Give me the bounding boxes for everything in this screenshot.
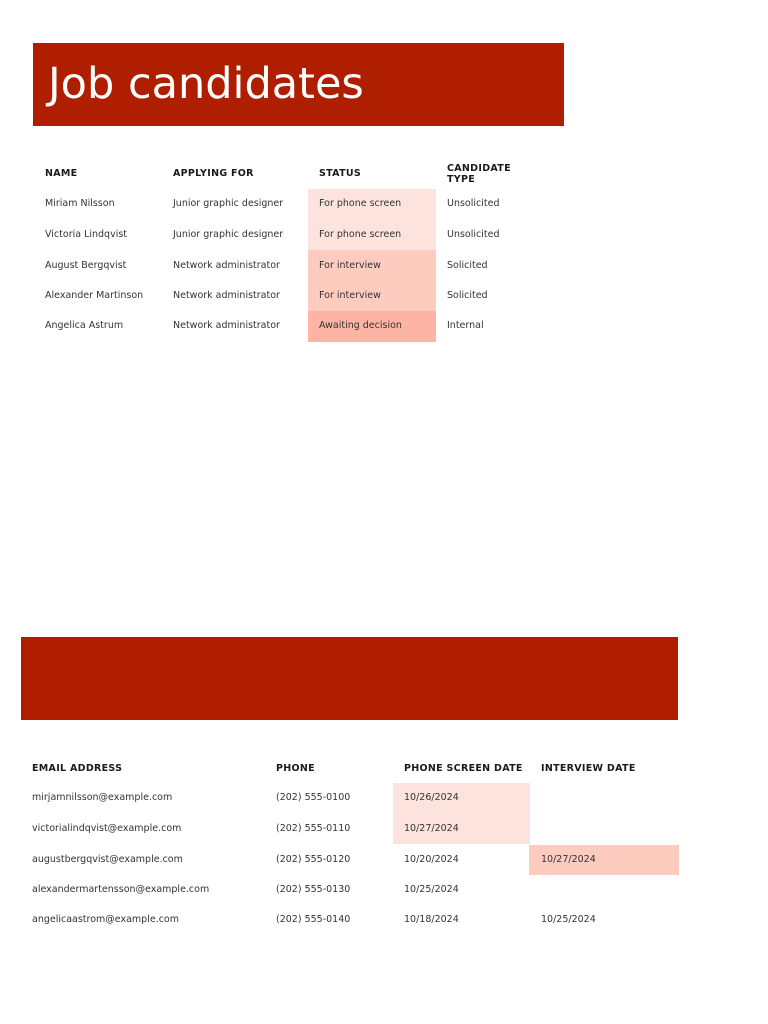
candidate-applying-for: Network administrator bbox=[173, 320, 280, 331]
candidate-name: August Bergqvist bbox=[45, 260, 127, 271]
candidate-status: Awaiting decision bbox=[319, 320, 402, 331]
contact-phone-screen-date: 10/27/2024 bbox=[404, 823, 459, 834]
header-phone-screen-date: PHONE SCREEN DATE bbox=[404, 763, 523, 774]
contact-phone: (202) 555-0140 bbox=[276, 914, 351, 925]
candidate-type: Unsolicited bbox=[447, 198, 500, 209]
candidate-type: Solicited bbox=[447, 260, 488, 271]
candidate-name: Miriam Nilsson bbox=[45, 198, 115, 209]
candidate-applying-for: Network administrator bbox=[173, 290, 280, 301]
contact-email: augustbergqvist@example.com bbox=[32, 854, 183, 865]
contact-phone: (202) 555-0100 bbox=[276, 792, 351, 803]
contact-interview-date: 10/25/2024 bbox=[541, 914, 596, 925]
header-status: STATUS bbox=[319, 168, 362, 179]
contact-phone-screen-date: 10/18/2024 bbox=[404, 914, 459, 925]
contact-email: victorialindqvist@example.com bbox=[32, 823, 182, 834]
contact-phone-screen-date: 10/20/2024 bbox=[404, 854, 459, 865]
contact-phone-screen-date: 10/26/2024 bbox=[404, 792, 459, 803]
candidate-type: Internal bbox=[447, 320, 484, 331]
contact-email: mirjamnilsson@example.com bbox=[32, 792, 173, 803]
candidate-name: Angelica Astrum bbox=[45, 320, 124, 331]
header-applying-for: APPLYING FOR bbox=[173, 168, 254, 179]
candidate-applying-for: Network administrator bbox=[173, 260, 280, 271]
contact-email: alexandermartensson@example.com bbox=[32, 884, 210, 895]
page-title: Job candidates bbox=[48, 59, 364, 109]
header-interview-date: INTERVIEW DATE bbox=[541, 763, 636, 774]
contacts-banner bbox=[21, 637, 678, 720]
contact-phone: (202) 555-0120 bbox=[276, 854, 351, 865]
candidate-type: Solicited bbox=[447, 290, 488, 301]
contact-phone: (202) 555-0110 bbox=[276, 823, 351, 834]
header-email: EMAIL ADDRESS bbox=[32, 763, 123, 774]
candidate-applying-for: Junior graphic designer bbox=[173, 229, 284, 240]
candidate-type: Unsolicited bbox=[447, 229, 500, 240]
contact-phone: (202) 555-0130 bbox=[276, 884, 351, 895]
header-phone: PHONE bbox=[276, 763, 315, 774]
candidate-name: Alexander Martinson bbox=[45, 290, 144, 301]
candidate-name: Victoria Lindqvist bbox=[45, 229, 128, 240]
contact-email: angelicaastrom@example.com bbox=[32, 914, 179, 925]
title-banner bbox=[33, 43, 564, 126]
candidate-status: For interview bbox=[319, 260, 381, 271]
header-name: NAME bbox=[45, 168, 78, 179]
header-candidate-type: CANDIDATE TYPE bbox=[447, 163, 511, 185]
contact-phone-screen-date: 10/25/2024 bbox=[404, 884, 459, 895]
contact-interview-date: 10/27/2024 bbox=[541, 854, 596, 865]
candidate-status: For phone screen bbox=[319, 198, 402, 209]
candidate-status: For phone screen bbox=[319, 229, 402, 240]
candidate-status: For interview bbox=[319, 290, 381, 301]
candidate-applying-for: Junior graphic designer bbox=[173, 198, 284, 209]
